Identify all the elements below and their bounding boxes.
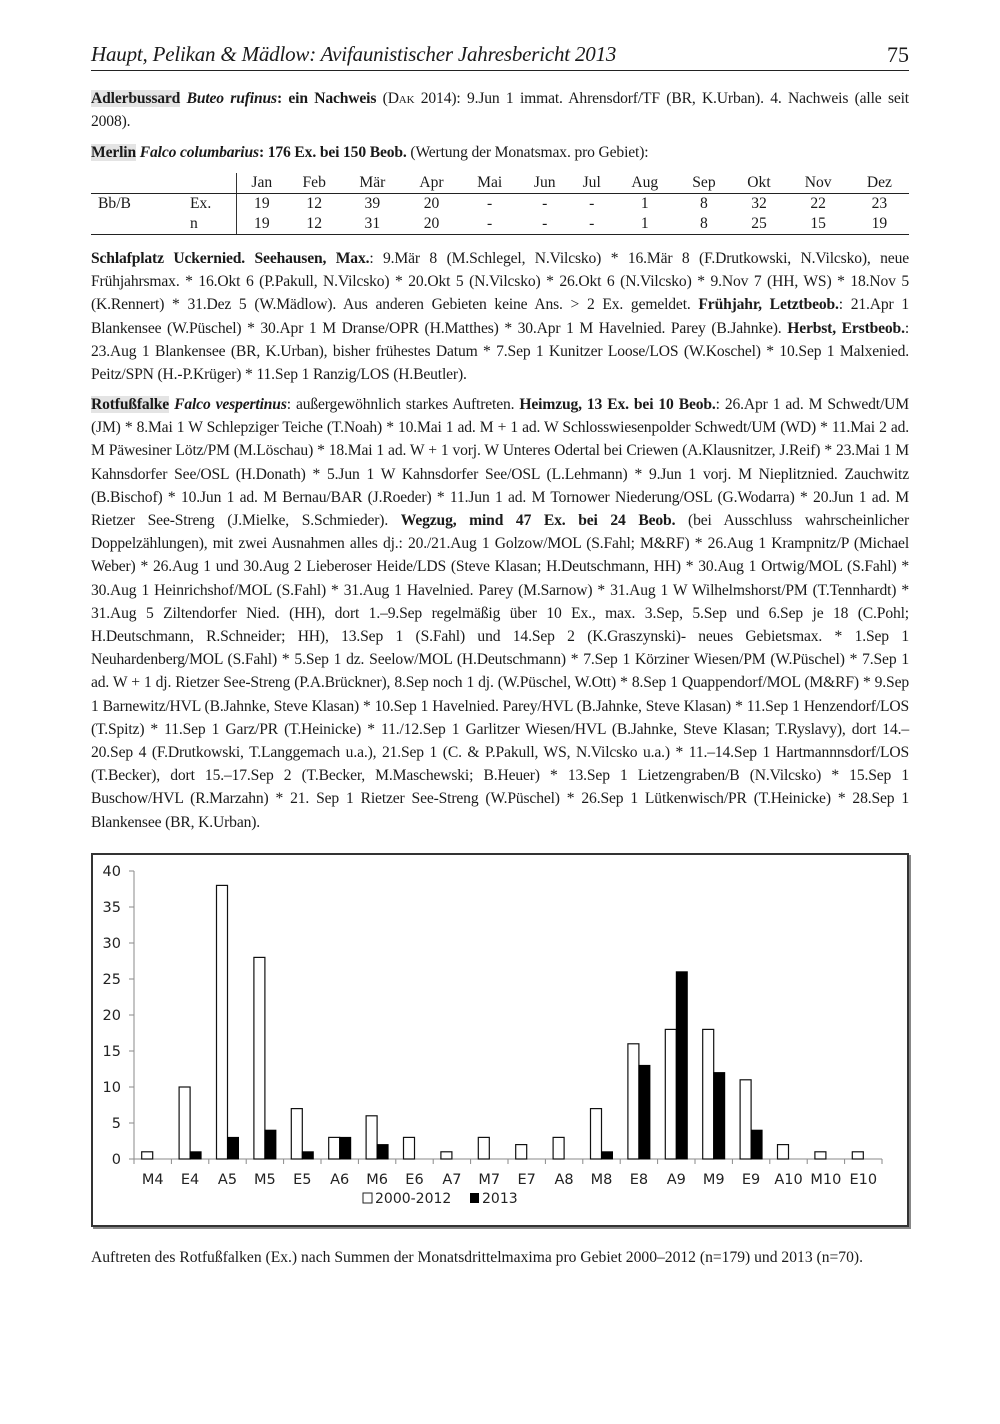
bar-2000-2012 — [478, 1137, 489, 1159]
entry-text: : 26.Apr 1 ad. M Schwedt/UM (JM) * 8.Mai 1 W Schlepziger Teiche (T.Noah) * 10.Mai 1 ad. M + 1 ad. W Schlosswiesenpolder Schwedt/UM (WD) * 11.Mai 2 ad. M Päwesiner Lötz/PM (M.Löschau) * 18.Mai 1 ad. W + 1 vorj. W Unteres Odertal bei Criewen (A.Klausnitzer, J.Reif) * 23.Mai 1 M Kahnsdorfer See/OSL (H.Donath) * 5.Jun 1 W Kahnsdorfer See/OSL (L.Lehmann) * 9.Jun 1 vorj. M Nieplitznied. Zauchwitz (B.Bischof) * 10.Jun 1 ad. M Bernau/BAR (J.Roeder) * 11.Jun 1 ad. M Tornower Niederung/OSL (G.Wodarra) * 20.Jun 1 ad. M Rietzer See-Streng (J.Mielke, S.Schmieder). — [91, 396, 909, 530]
cell: 39 — [364, 195, 381, 212]
y-tick-label: 5 — [111, 1116, 121, 1132]
entry-summary: : 176 Ex. bei 150 Beob. — [258, 144, 407, 161]
x-tick-label: A10 — [774, 1172, 803, 1188]
x-tick-label: M8 — [590, 1172, 613, 1188]
page-number: 75 — [887, 42, 909, 67]
y-tick-label: 0 — [111, 1152, 121, 1168]
figure-caption: Auftreten des Rotfußfalken (Ex.) nach Summen der Monatsdrittelmaxima pro Gebiet 2000–2012 (n=179) und 2013 (n=70). — [91, 1249, 863, 1266]
cell: - — [542, 195, 548, 212]
table-header-row — [91, 173, 909, 194]
col-header: Aug — [613, 173, 676, 194]
y-tick-label: 40 — [102, 864, 121, 880]
bar-2000-2012 — [815, 1152, 826, 1159]
cell-region — [91, 214, 190, 235]
merlin-details — [91, 247, 909, 386]
y-tick-label: 10 — [102, 1080, 121, 1096]
y-tick-label: 30 — [102, 936, 121, 952]
bar-2013 — [676, 972, 687, 1159]
x-tick-label: M9 — [702, 1172, 725, 1188]
entry-merlin — [91, 141, 909, 164]
x-tick-label: M7 — [478, 1172, 501, 1188]
ref-open: ( — [376, 90, 388, 107]
entry-text: (bei Ausschluss wahrscheinlicher Doppelzählungen), mit zwei Ausnahmen alles dj.: 20./21.Aug 1 Golzow/MOL (S.Fahl; M&RF) * 26.Aug 1 Krampnitz/P (Michael Weber) * 26.Aug 1 und 30.Aug 2 Lieberoser Heide/LDS (Steve Klasan; H.Deutschmann, HH) * 30.Aug 1 Ortwig/MOL (S.Fahl) * 30.Aug 1 Heinrichshof/MOL (S.Fahl) * 31.Aug 1 Havelnied. Parey (M.Sarnow) * 31.Aug 1 W Wilhelmshorst/PM (T.Tennhardt) * 31.Aug 5 Ziltendorfer Nied. (HH), dort 1.–9.Sep regelmäßig über 10 Ex., max. 3.Sep, 5.Sep und 6.Sep je 18 (C.Pohl; H.Deutschmann, R.Schneider; HH), 13.Sep 1 (S.Fahl) und 14.Sep 2 (K.Graszynski)- neues Gebietsmax. * 1.Sep 1 Neuhardenberg/MOL (S.Fahl) * 5.Sep 1 dz. Seelow/MOL (H.Deutschmann) * 7.Sep 1 Körziner Wiesen/PM (W.Püschel) * 7.Sep 1 ad. W + 1 dj. Rietzer See-Streng (P.A.Brückner), 8.Sep noch 1 dj. (W.Püschel, W.Ott) * 8.Sep 1 Quappendorf/MOL (M&RF) * 9.Sep 1 Barnewitz/HVL (B.Jahnke, Steve Klasan) * 10.Sep 1 Havelnied. Parey/HVL (B.Jahnke, Steve Klasan) * 11.Sep 1 Henzendorf/LOS (T.Spitz) * 11.Sep 1 Garz/PR (T.Heinicke) * 11./12.Sep 1 Garlitzer Wiesen/HVL (B.Jahnke, Steve Klasan; T.Ryslavy), dort 14.–20.Sep 4 (F.Drutkowski, T.Langgemach u.a.), 21.Sep 1 (C. & P.Pakull, WS, N.Vilcsko u.a.) * 11.–14.Sep 1 Hartmannnsdorf/LOS (T.Becker), dort 15.–17.Sep 2 (T.Becker, M.Maschewski; B.Heuer) * 13.Sep 1 Lietzengraben/B (N.Vilcsko) * 15.Sep 1 Buschow/HVL (R.Marzahn) * 21. Sep 1 Rietzer See-Streng (W.Püschel) * 26.Sep 1 Lütkenwisch/PR (T.Heinicke) * 28.Sep 1 Blankensee (BR, K.Urban). — [91, 512, 909, 831]
cell: 12 — [287, 214, 342, 235]
species-name: Rotfußfalke — [91, 396, 170, 413]
cell: 22 — [810, 195, 826, 212]
entry-text: : 9.Mär 8 (M.Schlegel, N.Vilcsko) * 16.Mär 8 (F.Drutkowski, N.Vilcsko), neue Frühjahrsmax. * 16.Okt 6 (P.Pakull, N.Vilcsko) * 20.Okt 5 (N.Vilcsko) * 26.Okt 6 (N.Vilcsko) * 9.Nov 7 (HH, WS) * 18.Nov 5 (K.Rennert) * 31.Dez 5 (W.Mädlow). Aus anderen Gebieten keine Ans. > 2 Ex. gemeldet. — [91, 250, 909, 314]
running-title: Haupt, Pelikan & Mädlow: Avifaunistischer Jahresbericht 2013 — [91, 42, 617, 66]
legend-swatch-2013 — [470, 1193, 479, 1203]
x-tick-label: E7 — [517, 1172, 536, 1188]
species-latin: Falco columbarius — [139, 144, 259, 161]
reference: Dak — [387, 90, 415, 107]
cell: 12 — [306, 195, 322, 212]
bar-2013 — [340, 1137, 351, 1159]
entry-text: : 23.Aug 1 Blankensee (BR, K.Urban), bisher frühestes Datum * 7.Sep 1 Kunitzer Loose/LOS (W.Koschel) * 10.Sep 1 Malxenied. Peitz/SPN (H.-P.Krüger) * 11.Sep 1 Ranzig/LOS (H.Beutler). — [91, 319, 910, 384]
col-header: Jul — [570, 173, 613, 194]
entry-rotfussfalke — [91, 393, 909, 834]
x-tick-label: E8 — [629, 1172, 649, 1188]
bold-heading: Heimzug, 13 Ex. bei 10 Beob. — [519, 396, 716, 413]
cell: 23 — [871, 195, 888, 212]
col-header: Jun — [519, 173, 570, 194]
bar-2000-2012 — [179, 1087, 190, 1159]
bar-2000-2012 — [142, 1152, 153, 1159]
cell: 1 — [640, 195, 649, 212]
legend-swatch-2000-2012 — [363, 1193, 372, 1203]
cell-label: Ex. — [190, 195, 212, 212]
bar-2000-2012 — [553, 1137, 564, 1159]
cell: - — [589, 195, 595, 212]
bar-2000-2012 — [217, 885, 228, 1159]
x-tick-label: E10 — [849, 1172, 878, 1188]
cell: 19 — [850, 214, 909, 235]
x-tick-label: E4 — [180, 1172, 200, 1188]
bar-2000-2012 — [740, 1080, 751, 1159]
entry-summary: : ein Nachweis — [276, 90, 377, 107]
cell: 1 — [613, 214, 676, 235]
y-tick-label: 25 — [102, 972, 121, 988]
bar-2013 — [714, 1073, 725, 1159]
cell: 25 — [731, 214, 786, 235]
bar-2000-2012 — [516, 1145, 527, 1159]
col-header: Mai — [460, 173, 519, 194]
entry-text: 2014): 9.Jun 1 immat. Ahrensdorf/TF (BR, K.Urban). 4. Nachweis (alle seit 2008). — [91, 90, 909, 131]
x-tick-label: M6 — [366, 1172, 388, 1188]
table-row — [91, 214, 909, 235]
cell: 20 — [403, 214, 460, 235]
x-tick-label: A6 — [330, 1172, 350, 1188]
x-tick-label: M10 — [810, 1172, 842, 1188]
x-tick-label: E6 — [405, 1172, 424, 1188]
cell: 8 — [700, 195, 708, 212]
cell: 32 — [751, 195, 767, 212]
col-header: Jan — [237, 173, 287, 194]
x-tick-label: A8 — [554, 1172, 574, 1188]
bar-2013 — [190, 1152, 201, 1159]
bold-heading: Herbst, Erstbeob. — [787, 319, 905, 337]
bar-chart — [93, 855, 907, 1225]
col-header: Apr — [403, 173, 460, 194]
cell: 19 — [237, 214, 287, 235]
merlin-table — [91, 173, 909, 235]
bar-2000-2012 — [852, 1152, 863, 1159]
species-latin: Falco vespertinus — [174, 396, 287, 413]
chart-frame — [91, 853, 909, 1227]
bar-2000-2012 — [441, 1152, 452, 1159]
bar-2000-2012 — [291, 1109, 302, 1159]
legend-label: 2013 — [482, 1191, 518, 1207]
header-blank — [91, 173, 190, 194]
bar-2013 — [377, 1145, 388, 1159]
col-header: Sep — [676, 173, 731, 194]
species-name: Merlin — [91, 144, 136, 161]
col-header: Feb — [287, 173, 342, 194]
y-tick-label: 15 — [102, 1044, 121, 1060]
bar-2000-2012 — [366, 1116, 377, 1159]
y-tick-label: 35 — [102, 900, 121, 916]
x-tick-label: M5 — [254, 1172, 276, 1188]
cell: - — [570, 214, 613, 235]
species-latin: Buteo rufinus — [186, 90, 277, 107]
x-tick-label: A9 — [666, 1172, 686, 1188]
bar-2000-2012 — [329, 1137, 340, 1159]
entry-text: : außergewöhnlich starkes Auftreten. — [286, 396, 520, 413]
cell: - — [519, 214, 570, 235]
cell: 19 — [237, 194, 287, 215]
cell: - — [460, 214, 519, 235]
bar-2000-2012 — [703, 1029, 714, 1159]
bar-2013 — [639, 1065, 650, 1159]
cell-label: n — [190, 214, 237, 235]
bar-2000-2012 — [628, 1044, 639, 1159]
cell-region: Bb/B — [98, 195, 131, 212]
table-row — [91, 194, 909, 215]
entry-adlerbussard — [91, 87, 909, 133]
bar-2013 — [265, 1130, 276, 1159]
header-blank — [190, 173, 237, 194]
entry-text: : 21.Apr 1 Blankensee (W.Püschel) * 30.Apr 1 M Dranse/OPR (H.Matthes) * 30.Apr 1 M Havelnied. Parey (B.Jahnke). — [91, 296, 910, 337]
bar-2013 — [751, 1130, 762, 1159]
bar-2013 — [302, 1152, 313, 1159]
bar-2000-2012 — [404, 1137, 415, 1159]
bar-2013 — [228, 1137, 239, 1159]
cell: 15 — [787, 214, 850, 235]
x-tick-label: M4 — [141, 1172, 164, 1188]
col-header: Mär — [342, 173, 403, 194]
col-header: Dez — [850, 173, 909, 194]
bar-2000-2012 — [778, 1145, 789, 1159]
x-tick-label: E9 — [741, 1172, 761, 1188]
x-tick-label: E5 — [293, 1172, 312, 1188]
x-tick-label: A5 — [217, 1172, 238, 1188]
bar-2000-2012 — [665, 1029, 676, 1159]
cell: - — [487, 195, 493, 212]
bar-2000-2012 — [254, 957, 265, 1159]
y-tick-label: 20 — [102, 1008, 121, 1024]
col-header: Okt — [731, 173, 786, 194]
col-header: Nov — [787, 173, 850, 194]
bold-heading: Schlafplatz Uckernied. Seehausen, Max. — [91, 250, 370, 267]
entry-text: (Wertung der Monatsmax. pro Gebiet): — [406, 144, 649, 161]
legend-label: 2000-2012 — [375, 1191, 452, 1207]
cell: 20 — [423, 195, 440, 212]
species-name: Adlerbussard — [91, 90, 181, 107]
running-head — [91, 40, 909, 71]
bar-2000-2012 — [591, 1109, 602, 1159]
cell: 8 — [676, 214, 731, 235]
bold-heading: Wegzug, mind 47 Ex. bei 24 Beob. — [400, 512, 676, 530]
cell: 31 — [342, 214, 403, 235]
x-tick-label: A7 — [442, 1172, 462, 1188]
bold-heading: Frühjahr, Letztbeob. — [698, 296, 839, 314]
bar-2013 — [602, 1152, 613, 1159]
